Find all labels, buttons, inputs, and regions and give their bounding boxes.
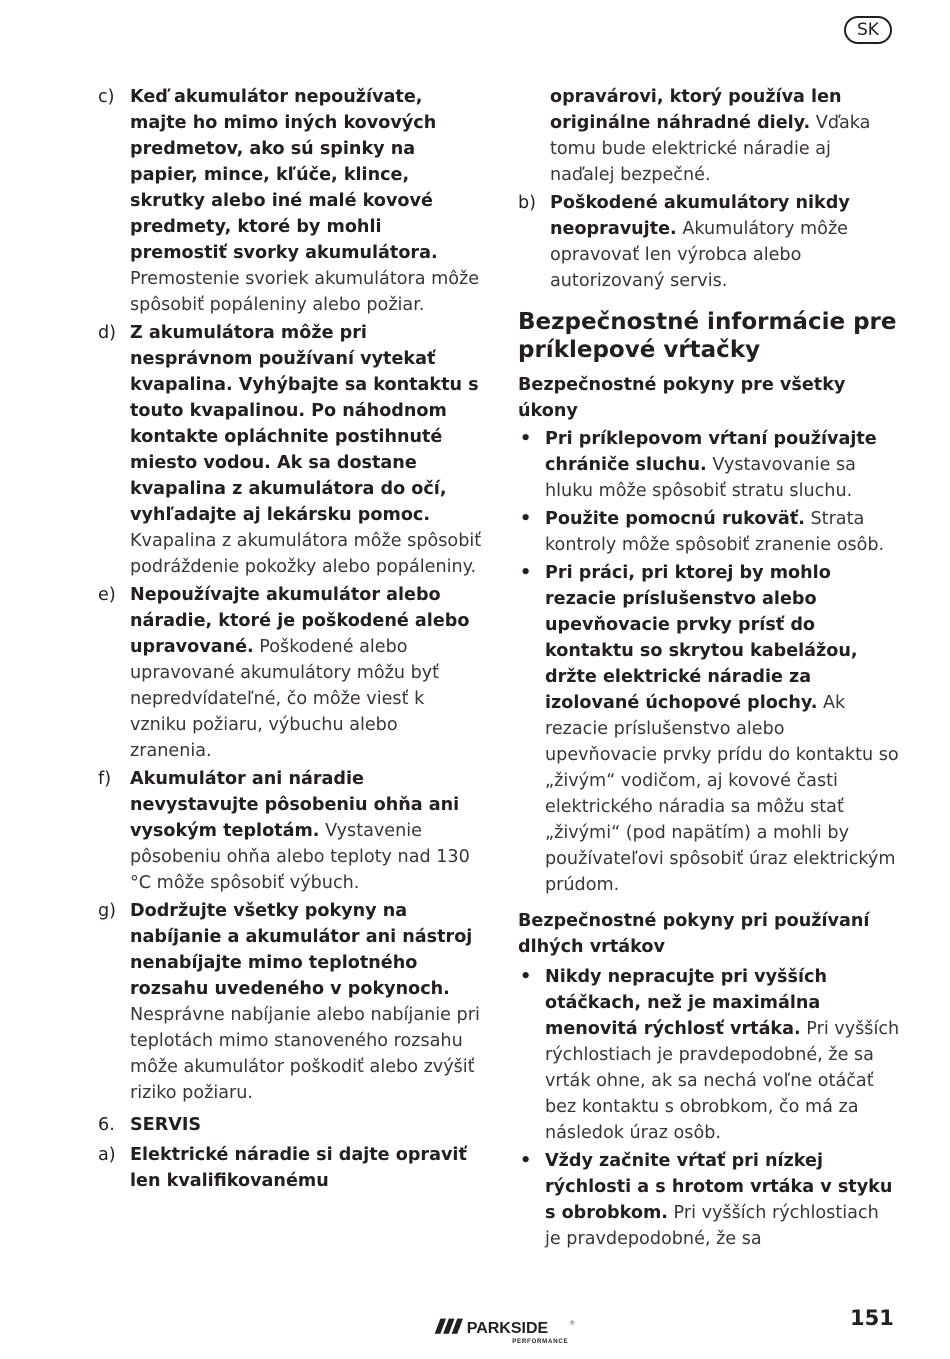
logo-brand-text: PARKSIDE xyxy=(466,1319,549,1337)
section-servis xyxy=(98,1112,484,1138)
section-number: 6. xyxy=(98,1115,115,1135)
item-label: f) xyxy=(98,769,112,789)
bullet-item xyxy=(518,426,900,504)
brand-stripes-icon xyxy=(435,1319,463,1334)
bullet-icon: • xyxy=(520,429,532,449)
item-label: b) xyxy=(518,193,537,213)
page-number: 151 xyxy=(850,1306,894,1330)
bullet-icon: • xyxy=(520,967,532,987)
item-text: Nesprávne nabíjanie alebo nabíjanie pri teplotách mimo stanoveného rozsahu môže akumulátor poškodiť alebo zvýšiť riziko požiaru. xyxy=(130,1005,480,1103)
bullet-item xyxy=(518,506,900,558)
item-bold-text: Keď akumulátor nepoužívate, majte ho mimo iných kovových predmetov, ako sú spinky na papier, mince, kľúče, klince, skrutky alebo iné malé kovové predmety, ktoré by mohli premostiť svorky akumulátora. xyxy=(130,87,438,263)
list-item-c xyxy=(98,84,484,318)
item-text: Strata kontroly môže spôsobiť zranenie osôb. xyxy=(545,509,885,555)
item-text: Pri vyšších rýchlostiach je pravdepodobné, že sa vrták ohne, ak sa nechá voľne otáčať bez kontaktu s obrobkom, čo má za následok úraz osôb. xyxy=(545,1019,900,1143)
item-text: Premostenie svoriek akumulátora môže spôsobiť popáleniny alebo požiar. xyxy=(130,269,480,315)
item-bold-text: Dodržujte všetky pokyny na nabíjanie a akumulátor ani nástroj nenabíjajte mimo teplotného rozsahu uvedeného v pokynoch. xyxy=(130,901,473,999)
item-label: c) xyxy=(98,87,115,107)
list-item-a xyxy=(98,1142,484,1194)
bullet-icon: • xyxy=(520,509,532,529)
parkside-logo xyxy=(430,1313,590,1345)
item-text: Pri vyšších rýchlostiach je pravdepodobné, že sa xyxy=(545,1203,879,1249)
language-badge: SK xyxy=(844,16,892,44)
bullet-item xyxy=(518,1148,900,1252)
item-bold-text: Nepoužívajte akumulátor alebo náradie, ktoré je poškodené alebo upravované. xyxy=(130,585,470,657)
item-bold-text: Vždy začnite vŕtať pri nízkej rýchlosti a s hrotom vrtáka v styku s obrobkom. xyxy=(545,1151,893,1223)
subheading-long-bits: Bezpečnostné pokyny pri používaní dlhých vrtákov xyxy=(518,911,870,957)
item-bold-text: Nikdy nepracujte pri vyšších otáčkach, než je maximálna menovitá rýchlosť vrtáka. xyxy=(545,967,827,1039)
list-item-g xyxy=(98,898,484,1106)
list-item-b xyxy=(518,190,900,294)
bullet-item xyxy=(518,560,900,898)
item-label: e) xyxy=(98,585,116,605)
item-text: Vystavenie pôsobeniu ohňa alebo teploty nad 130 °C môže spôsobiť výbuch. xyxy=(130,821,470,893)
item-bold-text: Pri práci, pri ktorej by mohlo rezacie príslušenstvo alebo upevňovacie prvky prísť do kontaktu so skrytou kabelážou, držte elektrické náradie za izolované úchopové plochy. xyxy=(545,563,858,713)
item-label: d) xyxy=(98,323,117,343)
list-item-d xyxy=(98,320,484,580)
list-item-e xyxy=(98,582,484,764)
item-label: g) xyxy=(98,901,117,921)
item-bold-text: Akumulátor ani náradie nevystavujte pôsobeniu ohňa ani vysokým teplotám. xyxy=(130,769,460,841)
item-text: Akumulátory môže opravovať len výrobca alebo autorizovaný servis. xyxy=(550,219,848,291)
item-text: Vďaka tomu bude elektrické náradie aj naďalej bezpečné. xyxy=(550,113,871,185)
item-bold-text: opravárovi, ktorý používa len originálne náhradné diely. xyxy=(550,87,842,133)
item-text: Vystavovanie sa hluku môže spôsobiť stratu sluchu. xyxy=(545,455,856,501)
list-item-a-continued xyxy=(518,84,900,188)
item-bold-text: Poškodené akumulátory nikdy neopravujte. xyxy=(550,193,850,239)
item-label: a) xyxy=(98,1145,116,1165)
right-column xyxy=(518,84,900,1252)
list-item-f xyxy=(98,766,484,896)
item-text: Kvapalina z akumulátora môže spôsobiť podráždenie pokožky alebo popáleniny. xyxy=(130,531,482,577)
left-column xyxy=(98,84,484,1194)
logo-sub-text: PERFORMANCE xyxy=(512,1338,569,1345)
bullet-icon: • xyxy=(520,563,532,583)
svg-text:®: ® xyxy=(570,1320,575,1327)
item-bold-text: Z akumulátora môže pri nesprávnom používaní vytekať kvapalina. Vyhýbajte sa kontaktu s touto kvapalinou. Po náhodnom kontakte opláchnite postihnuté miesto vodou. Ak sa dostane kvapalina z akumulátora do očí, vyhľadajte aj lekársku pomoc. xyxy=(130,323,479,525)
item-text: Ak rezacie príslušenstvo alebo upevňovacie prvky prídu do kontaktu so „živým“ vodičom, aj kovové časti elektrického náradia sa môžu stať „živými“ (pod napätím) a mohli by používateľovi spôsobiť úraz elektrickým prúdom. xyxy=(545,693,899,895)
item-bold-text: Použite pomocnú rukoväť. xyxy=(545,509,805,529)
subheading-all-operations: Bezpečnostné pokyny pre všetky úkony xyxy=(518,375,846,421)
section-title: SERVIS xyxy=(130,1115,202,1135)
item-text: Poškodené alebo upravované akumulátory môžu byť nepredvídateľné, čo môže viesť k vzniku požiaru, výbuchu alebo zranenia. xyxy=(130,637,440,761)
bullet-icon: • xyxy=(520,1151,532,1171)
item-bold-text: Pri príklepovom vŕtaní používajte chrániče sluchu. xyxy=(545,429,877,475)
bullet-item xyxy=(518,964,900,1146)
item-bold-text: Elektrické náradie si dajte opraviť len kvalifikovanému xyxy=(130,1145,467,1191)
section-heading: Bezpečnostné informácie pre príklepové vŕtačky xyxy=(518,309,897,363)
